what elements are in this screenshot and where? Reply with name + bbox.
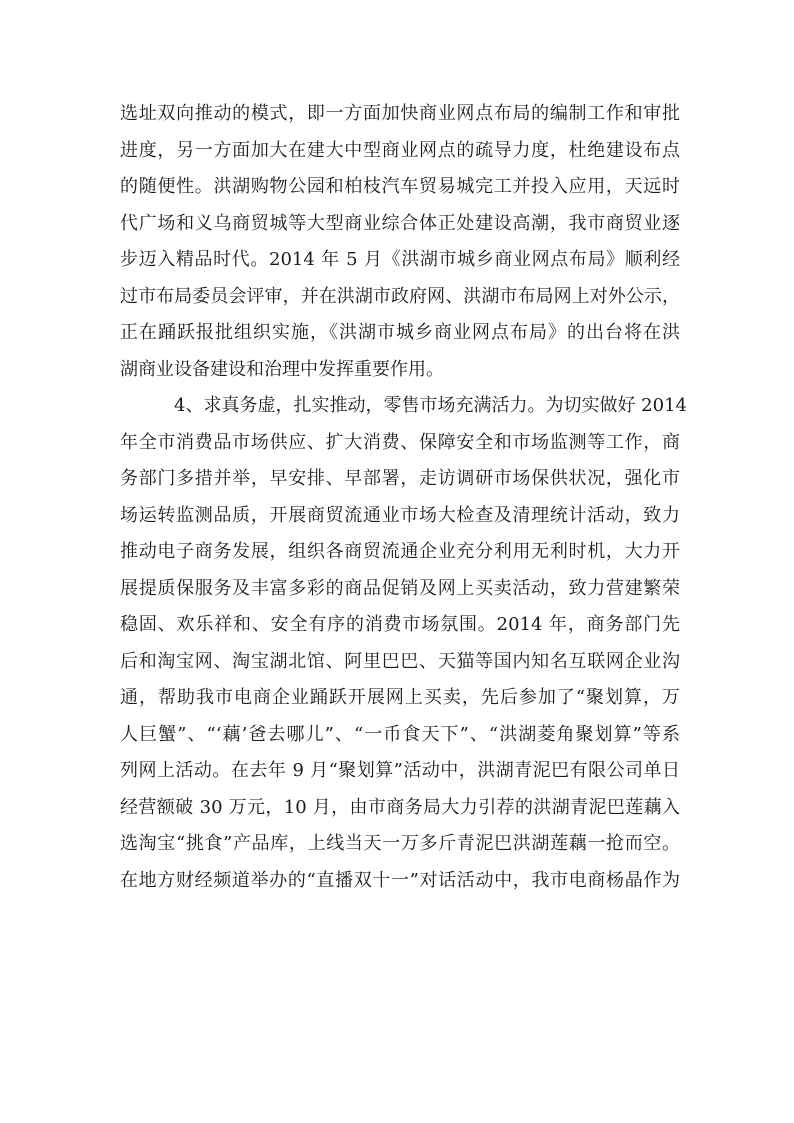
text-line: 年全市消费品市场供应、扩大消费、保障安全和市场监测等工作，商	[120, 431, 680, 453]
text-line: 经营额破 30 万元，10 月，由市商务局大力引荐的洪湖青泥巴莲藕入	[120, 796, 680, 818]
text-line: 在地方财经频道举办的“直播双十一”对话活动中，我市电商杨晶作为	[120, 869, 680, 891]
text-line: 选址双向推动的模式，即一方面加快商业网点布局的编制工作和审批	[120, 103, 680, 124]
text-line: 场运转监测品质，开展商贸流通业市场大检查及清理统计活动，致力	[120, 504, 680, 526]
text-line: 人巨蟹”、“‘藕’爸去哪儿”、“一币食天下”、“洪湖菱角聚划算”等系	[120, 723, 680, 745]
text-line: 代广场和义乌商贸城等大型商业综合体正处建设高潮，我市商贸业逐	[120, 212, 680, 234]
text-line: 推动电子商务发展，组织各商贸流通企业充分利用无利时机，大力开	[120, 541, 680, 562]
text-line: 展提质保服务及丰富多彩的商品促销及网上买卖活动，致力营建繁荣	[120, 577, 680, 599]
text-line: 选淘宝“挑食”产品库，上线当天一万多斤青泥巴洪湖莲藕一抢而空。	[120, 833, 680, 854]
text-line: 步迈入精品时代。2014 年 5 月《洪湖市城乡商业网点布局》顺利经	[120, 249, 680, 270]
paragraph-continuation	[120, 96, 680, 388]
text-line: 后和淘宝网、淘宝湖北馆、阿里巴巴、天猫等国内知名互联网企业沟	[120, 650, 680, 672]
text-line: 过市布局委员会评审，并在洪湖市政府网、洪湖市布局网上对外公示，	[120, 285, 680, 307]
text-line: 务部门多措并举，早安排、早部署，走访调研市场保供状况，强化市	[120, 468, 680, 489]
text-line: 通，帮助我市电商企业踊跃开展网上买卖，先后参加了“聚划算，万	[120, 687, 680, 708]
text-line: 的随便性。洪湖购物公园和柏枝汽车贸易城完工并投入应用，天远时	[120, 176, 680, 197]
paragraph-4	[120, 388, 687, 899]
text-line: 稳固、欢乐祥和、安全有序的消费市场氛围。2014 年，商务部门先	[120, 614, 680, 635]
text-line: 湖商业设备建设和治理中发挥重要作用。	[120, 358, 444, 380]
text-line: 列网上活动。在去年 9 月“聚划算”活动中，洪湖青泥巴有限公司单日	[120, 760, 680, 781]
text-line: 4、求真务虚，扎实推动，零售市场充满活力。为切实做好 2014	[174, 395, 687, 416]
body-text	[120, 96, 687, 899]
text-line: 正在踊跃报批组织实施，《洪湖市城乡商业网点布局》的出台将在洪	[120, 322, 680, 343]
text-line: 进度，另一方面加大在建大中型商业网点的疏导力度，杜绝建设布点	[120, 139, 680, 161]
